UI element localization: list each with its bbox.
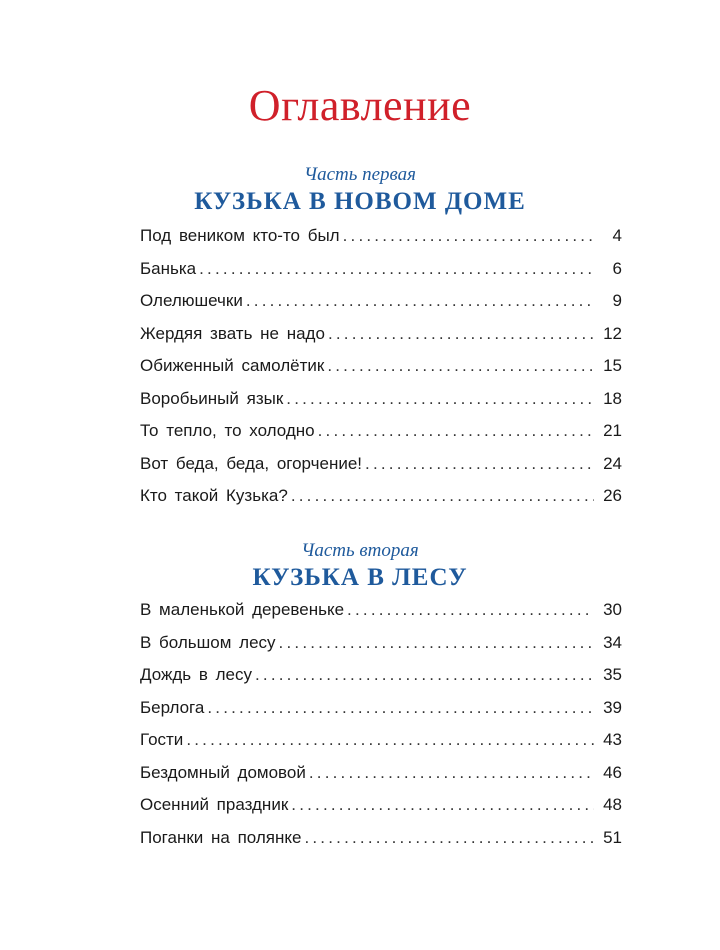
toc-leader-dots [291,486,594,506]
toc-leader-dots [304,828,594,848]
toc-entry-page: 43 [603,730,622,749]
toc-entry-name: Берлога [140,697,205,717]
toc-entry-page: 51 [603,827,622,847]
toc-entry[interactable] [140,226,622,259]
toc-leader-dots [279,633,594,653]
part-1-title: КУЗЬКА В НОВОМ ДОМЕ [194,188,526,215]
toc-entry[interactable] [140,665,622,698]
toc-leader-dots [365,454,594,474]
toc-entry-name: Под веником кто-то был [140,226,340,245]
toc-leader-dots [328,324,594,344]
toc-entry[interactable] [140,600,622,633]
toc-entry[interactable] [140,763,622,796]
toc-leader-dots [291,795,594,815]
toc-entry[interactable] [140,389,622,422]
toc-entry[interactable] [140,795,622,828]
toc-leader-dots [347,600,594,620]
toc-entry-name: То тепло, то холодно [140,421,315,440]
toc-entry-page: 34 [603,632,622,652]
toc-entry-name: Поганки на полянке [140,827,302,847]
toc-leader-dots [343,226,594,246]
toc-entry-name: Обиженный самолётик [140,356,325,375]
toc-entry[interactable] [140,730,622,763]
toc-leader-dots [286,389,594,409]
toc-entry-page: 35 [603,665,622,684]
toc-entry-name: Кто такой Кузька? [140,486,288,505]
toc-leader-dots [327,356,594,376]
toc-entry-name: Банька [140,258,197,278]
toc-entry-page: 26 [603,486,622,505]
toc-leader-dots [186,730,594,750]
part-2-toc-list [140,600,622,860]
toc-entry-page: 39 [603,697,622,717]
toc-entry-page: 30 [603,600,622,619]
toc-entry-page: 21 [603,421,622,440]
toc-entry[interactable] [140,324,622,357]
toc-entry-name: Гости [140,730,184,749]
toc-entry-page: 18 [603,388,622,408]
toc-entry-page: 12 [603,323,622,343]
toc-entry[interactable] [140,291,622,324]
toc-entry-name: Осенний праздник [140,795,289,814]
page-title: Оглавление [248,81,472,130]
toc-entry-name: Воробьиный язык [140,388,284,408]
toc-entry-page: 46 [603,762,622,782]
toc-entry[interactable] [140,421,622,454]
toc-entry-page: 48 [603,795,622,814]
toc-leader-dots [309,763,594,783]
toc-leader-dots [318,421,594,441]
part-2-title: КУЗЬКА В ЛЕСУ [252,564,468,591]
toc-entry[interactable] [140,828,622,861]
toc-entry-page: 6 [612,258,622,278]
toc-entry[interactable] [140,486,622,519]
toc-leader-dots [255,665,594,685]
part-2-subtitle: Часть вторая [301,540,419,561]
toc-entry[interactable] [140,259,622,292]
toc-entry-page: 15 [603,356,622,375]
toc-entry-name: Олелюшечки [140,291,243,310]
toc-leader-dots [246,291,594,311]
toc-entry[interactable] [140,356,622,389]
toc-entry[interactable] [140,698,622,731]
toc-entry-name: В большом лесу [140,632,276,652]
toc-entry-name: Вот беда, беда, огорчение! [140,453,363,473]
toc-leader-dots [199,259,594,279]
toc-entry-page: 4 [612,226,622,245]
toc-leader-dots [207,698,594,718]
toc-entry-page: 9 [612,291,622,310]
toc-entry-name: Жердяя звать не надо [140,323,325,343]
toc-entry-name: Бездомный домовой [140,762,306,782]
part-1-subtitle: Часть первая [303,164,417,185]
toc-entry-page: 24 [603,453,622,473]
part-1-toc-list [140,226,622,519]
toc-entry-name: В маленькой деревеньке [140,600,345,619]
toc-entry[interactable] [140,454,622,487]
toc-entry[interactable] [140,633,622,666]
toc-entry-name: Дождь в лесу [140,665,252,684]
